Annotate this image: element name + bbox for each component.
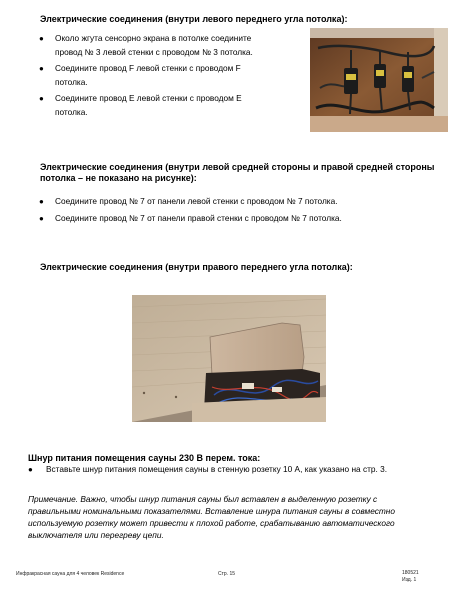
section2-heading-line: потолка – не показано на рисунке): (40, 173, 197, 183)
bullet-text-line: Соедините провод № 7 от панели левой стенки с проводом № 7 потолка. (55, 196, 338, 206)
list-item (28, 62, 318, 89)
section2-heading-line: Электрические соединения (внутри левой средней стороны и правой средней стороны (40, 162, 435, 172)
section3-heading: Электрические соединения (внутри правого переднего угла потолка): (40, 262, 353, 272)
bullet-text-line: Соедините провод № 7 от панели правой стенки с проводом № 7 потолка. (55, 212, 342, 223)
bullet-icon: ● (39, 34, 44, 43)
note-line: правильными номинальными показателями. Вставление шнура питания сауны в совместно (28, 506, 395, 516)
bullet-text-line: потолка. (55, 106, 88, 117)
note-line: выключателя или перегреву цепи. (28, 530, 164, 540)
ceiling-left-corner-photo (310, 28, 448, 132)
section4-heading: Шнур питания помещения сауны 230 В перем. тока: (28, 453, 261, 463)
bullet-text-line: потолка. (55, 76, 88, 87)
note-paragraph (28, 493, 448, 541)
footer-date: 180521 (402, 570, 419, 576)
list-item (28, 195, 428, 209)
ceiling-right-corner-photo (132, 295, 326, 422)
section1-bullet-list (28, 32, 318, 119)
bullet-icon: ● (39, 94, 44, 103)
note-line: используемую розетку может привести к плохой работе, срабатыванию автоматического (28, 518, 395, 528)
bullet-icon: ● (39, 213, 44, 223)
section2-heading (40, 162, 435, 184)
bullet-text-line: Соедините провод F левой стенки с проводом F (55, 63, 241, 73)
bullet-text-line: Вставьте шнур питания помещения сауны в стенную розетку 10 А, как указано на стр. 3. (46, 464, 388, 474)
footer-page-number: Стр. 15 (218, 571, 236, 577)
list-item (28, 32, 318, 59)
bullet-text-line: Соедините провод E левой стенки с проводом E (55, 93, 242, 103)
bullet-icon: ● (39, 197, 44, 206)
bullet-icon: ● (28, 465, 33, 474)
section2-bullet-list (28, 195, 428, 225)
footer-edition: Изд. 1 (402, 577, 417, 583)
bullet-text-line: Около жгута сенсорно экрана в потолке соедините (55, 33, 252, 43)
note-line: Примечание. Важно, чтобы шнур питания сауны был вставлен в выделенную розетку с (28, 494, 378, 504)
footer-revision (402, 570, 419, 584)
section1-heading: Электрические соединения (внутри левого переднего угла потолка): (40, 14, 348, 24)
bullet-icon: ● (39, 64, 44, 73)
list-item (28, 212, 428, 226)
footer-document-title: Инфракрасная сауна для 4 человек Residence (16, 571, 125, 577)
list-item (28, 92, 318, 119)
bullet-text-line: провод № 3 левой стенки с проводом № 3 потолка. (55, 46, 253, 57)
